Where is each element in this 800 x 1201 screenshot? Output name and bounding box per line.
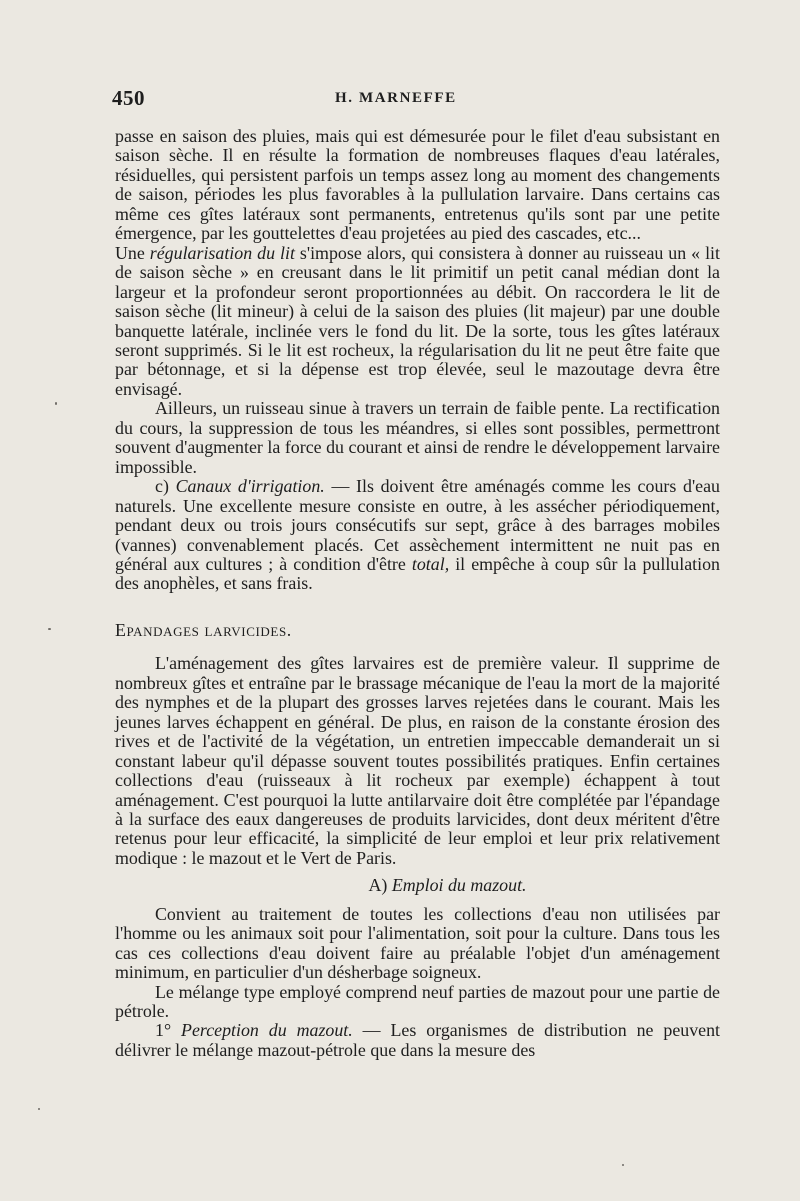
paragraph-ailleurs: Ailleurs, un ruisseau sinue à travers un terrain de faible pente. La rectification du cours, la suppression de tous les méandres, si elles sont possibles, permettront souvent d'augmenter la force du courant et ainsi de rendre le développement larvaire impossible.: [115, 398, 720, 477]
paragraph-continuation: passe en saison des pluies, mais qui est démesurée pour le filet d'eau subsistant en saison sèche. Il en résulte la formation de nombreuses flaques d'eau latérales, résiduelles, qui persistent parfois un temps assez long au moment des changements de saison, périodes les plus favorables à la pullulation larvaire. Dans certains cas même ces gîtes latéraux sont permanents, entretenus qu'ils sont par une petite émergence, par les gouttelettes d'eau projetées au pied des cascades, etc...: [115, 126, 720, 244]
paragraph-melange: Le mélange type employé comprend neuf parties de mazout pour une partie de pétrole.: [115, 981, 720, 1022]
paper-speck: [38, 1108, 40, 1110]
paragraph-perception: 1° Perception du mazout. — Les organismes de distribution ne peuvent délivrer le mélange mazout-pétrole que dans la mesure des: [115, 1020, 721, 1060]
paragraph-regularisation: Une régularisation du lit s'impose alors, qui consistera à donner au ruisseau un « lit de saison sèche » en creusant dans le lit primitif un petit canal médian dont la largeur et la profondeur seront proportionnées au débit. On raccordera le lit de saison sèche (lit mineur) à celui de la saison des pluies (lit majeur) par une double banquette latérale, inclinée vers le fond du lit. De la sorte, tous les gîtes latéraux seront supprimés. Si le lit est rocheux, la régularisation du lit ne peut être faite que par bétonnage, et si la dépense est trop élevée, seul le mazoutage devra être envisagé.: [115, 242, 721, 399]
paragraph-amenagement: L'aménagement des gîtes larvaires est de première valeur. Il supprime de nombreux gîtes et entraîne par le brassage mécanique de l'eau la mort de la majorité des nymphes et de la plupart des grosses larves rejetées dans le courant. Mais les jeunes larves échappent en général. De plus, en raison de la constante érosion des rives et de l'activité de la végétation, un entretien impeccable demanderait un si constant labeur qu'il dépasse souvent toutes possibilités pratiques. Enfin certaines collections d'eau (ruisseaux à lit rocheux par exemple) échappent à tout aménagement. C'est pourquoi la lutte antilarvaire doit être complétée par l'épandage à la surface des eaux dangereuses de produits larvicides, dont deux méritent d'être retenus pour leur efficacité, la simplicité de leur emploi et leur prix relativement modique : le mazout et le Vert de Paris.: [115, 653, 720, 868]
body-text: [115, 127, 720, 1060]
emphasis-total: total,: [411, 553, 450, 574]
paper-speck: [622, 1164, 624, 1166]
paragraph-convient: Convient au traitement de toutes les collections d'eau non utilisées par l'homme ou les animaux soit pour l'alimentation, soit pour la culture. Dans tous les cas ces collections d'eau doivent faire au préalable l'objet d'un aménagement minimum, en particulier d'un désherbage soigneux.: [115, 903, 720, 983]
emphasis-perception: Perception du mazout.: [181, 1020, 353, 1041]
running-header: [0, 86, 800, 116]
emphasis-canaux: Canaux d'irrigation.: [175, 476, 325, 497]
paragraph-canaux: c) Canaux d'irrigation. — Ils doivent être aménagés comme les cours d'eau naturels. Une excellente mesure consiste en outre, à les assécher périodiquement, pendant deux ou trois jours consécutifs sur sept, grâce à des barrages mobiles (vannes) convenablement placés. Cet assèchement intermittent ne nuit pas en général aux cultures ; à condition d'être total, il empêche à coup sûr la pullulation des anophèles, et sans frais.: [115, 476, 720, 594]
paper-speck: [55, 402, 57, 405]
section-heading-epandages: Epandages larvicides.: [115, 619, 292, 640]
subheading-mazout: A) Emploi du mazout.: [368, 875, 527, 896]
emphasis-regularisation: régularisation du lit: [149, 242, 295, 263]
paper-speck: [48, 628, 51, 630]
running-head-author: H. MARNEFFE: [335, 90, 457, 106]
page-number: 450: [112, 86, 145, 110]
